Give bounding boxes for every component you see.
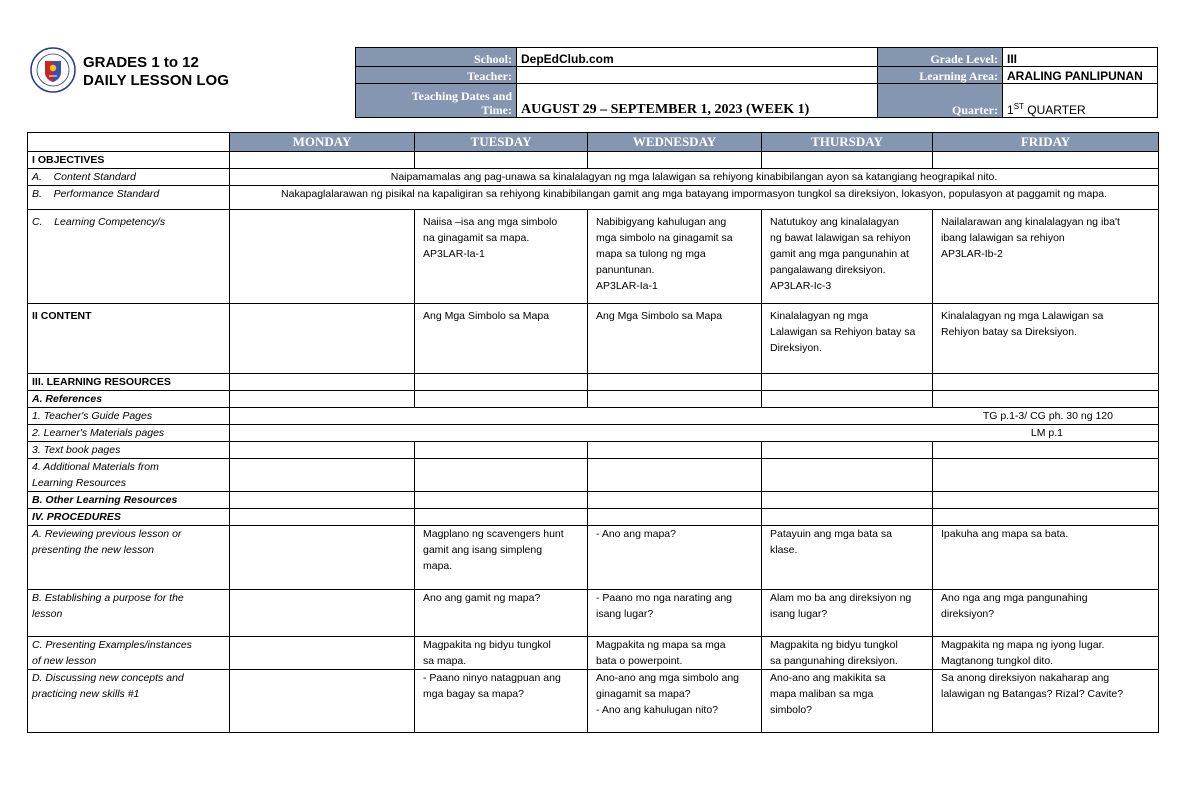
text-line: ibang lalawigan sa rehiyon [941, 232, 1065, 244]
teaching-dates-label-line-2: Time: [481, 103, 512, 117]
other-resources-label: B. Other Learning Resources [28, 492, 230, 509]
text-line: - Ano ang mapa? [596, 528, 676, 540]
content-standard-text: Naipamamalas ang pag-unawa sa kinalalagyan ng mga lalawigan sa rehiyong kinabibilangan ayon sa katangiang heograpikal nito. [230, 169, 1159, 186]
procedure-c-row [28, 637, 1159, 670]
text-line: Nabibigyang kahulugan ang [596, 216, 727, 228]
text-line: Direksiyon. [770, 342, 822, 354]
procedure-c-tuesday [415, 637, 588, 670]
procedure-a-label [28, 526, 230, 590]
text-line: Ano-ano ang mga simbolo ang [596, 672, 740, 684]
cell [230, 492, 415, 509]
day-wednesday: WEDNESDAY [588, 133, 762, 152]
textbook-row [28, 442, 1159, 459]
procedure-a-friday [933, 526, 1159, 590]
text-line: mapa sa tulong ng mga [596, 248, 706, 260]
text-line: Natutukoy ang kinalalagyan [770, 216, 900, 228]
procedures-row [28, 509, 1159, 526]
content-wednesday [588, 304, 762, 374]
text-line: AP3LAR-Ib-2 [941, 248, 1003, 260]
competency-wednesday [588, 210, 762, 304]
procedure-b-friday [933, 590, 1159, 637]
text-line: direksiyon? [941, 608, 995, 620]
teaching-dates-value: AUGUST 29 – SEPTEMBER 1, 2023 (WEEK 1) [517, 84, 878, 118]
content-friday [933, 304, 1159, 374]
cell [933, 459, 1159, 492]
text-line: Alam mo ba ang direksiyon ng [770, 592, 912, 604]
content-label: II CONTENT [28, 304, 230, 374]
objectives-row [28, 152, 1159, 169]
procedure-c-label [28, 637, 230, 670]
content-monday [230, 304, 415, 374]
cell [933, 391, 1159, 408]
text-line: Naiisa –isa ang mga simbolo [423, 216, 558, 228]
day-header-row [28, 133, 1159, 152]
cell [762, 152, 933, 169]
text-line: practicing new skills #1 [32, 688, 140, 700]
cell [230, 459, 415, 492]
text-line: mga simbolo na ginagamit sa [596, 232, 733, 244]
day-monday: MONDAY [230, 133, 415, 152]
school-value: DepEdClub.com [517, 48, 878, 67]
procedure-b-row [28, 590, 1159, 637]
text-line: Ang Mga Simbolo sa Mapa [596, 310, 723, 322]
cell [933, 152, 1159, 169]
text-line: Magpakita ng mapa sa mga [596, 639, 726, 651]
procedure-b-tuesday [415, 590, 588, 637]
learners-materials-label: 2. Learner's Materials pages [28, 425, 230, 442]
text-line: AP3LAR-Ia-1 [596, 280, 658, 292]
text-line: 4. Additional Materials from [32, 461, 159, 473]
deped-seal-logo [30, 47, 76, 93]
teacher-label: Teacher: [356, 67, 517, 84]
learning-area-value: ARALING PANLIPUNAN [1003, 67, 1158, 84]
procedure-b-wednesday [588, 590, 762, 637]
text-line: isang lugar? [770, 608, 828, 620]
cell [588, 374, 762, 391]
cell [762, 509, 933, 526]
cell [762, 459, 933, 492]
text-line: B. Establishing a purpose for the [32, 592, 184, 604]
text-line: C. Presenting Examples/instances [32, 639, 192, 651]
day-tuesday: TUESDAY [415, 133, 588, 152]
text-line: Learning Resources [32, 477, 126, 489]
objectives-label: I OBJECTIVES [28, 152, 230, 169]
competency-monday [230, 210, 415, 304]
learning-competency-label: C. Learning Competency/s [28, 210, 230, 304]
text-line: Magpakita ng mapa ng iyong lugar. [941, 639, 1105, 651]
school-label: School: [356, 48, 517, 67]
text-line: bata o powerpoint. [596, 655, 683, 667]
procedure-a-monday [230, 526, 415, 590]
competency-friday [933, 210, 1159, 304]
text-line: ginagamit sa mapa? [596, 688, 691, 700]
grade-level-label: Grade Level: [878, 48, 1003, 67]
cell [588, 509, 762, 526]
performance-standard-row [28, 186, 1159, 210]
text-line: Rehiyon batay sa Direksiyon. [941, 326, 1077, 338]
teaching-dates-label [356, 84, 517, 118]
cell [415, 374, 588, 391]
cell [415, 442, 588, 459]
text-line: Kinalalagyan ng mga Lalawigan sa [941, 310, 1104, 322]
lesson-log-table [27, 132, 1159, 733]
learning-resources-label: III. LEARNING RESOURCES [28, 374, 230, 391]
procedures-label: IV. PROCEDURES [28, 509, 230, 526]
text-line: lesson [32, 608, 63, 620]
additional-materials-label [28, 459, 230, 492]
text-line: Ano ang gamit ng mapa? [423, 592, 541, 604]
text-line: sa pangunahing direksiyon. [770, 655, 898, 667]
text-line: D. Discussing new concepts and [32, 672, 184, 684]
references-row [28, 391, 1159, 408]
text-line: mapa maliban sa mga [770, 688, 874, 700]
learners-materials-row [28, 425, 1159, 442]
cell [762, 492, 933, 509]
text-line: lalawigan ng Batangas? Rizal? Cavite? [941, 688, 1124, 700]
text-line: ng bawat lalawigan sa rehiyon [770, 232, 911, 244]
cell [933, 492, 1159, 509]
cell [933, 509, 1159, 526]
text-line: isang lugar? [596, 608, 654, 620]
quarter-value [1003, 84, 1158, 118]
text-line: mapa. [423, 560, 453, 572]
text-line: klase. [770, 544, 798, 556]
procedure-d-monday [230, 670, 415, 733]
grade-level-value: III [1003, 48, 1158, 67]
cell [762, 391, 933, 408]
text-line: Ano nga ang mga pangunahing [941, 592, 1088, 604]
cell [415, 492, 588, 509]
text-line: Ano-ano ang makikita sa [770, 672, 886, 684]
text-line: na ginagamit sa mapa. [423, 232, 530, 244]
header-info-table [355, 47, 1158, 118]
cell [230, 442, 415, 459]
text-line: gamit ang mga pangunahin at [770, 248, 909, 260]
cell [230, 152, 415, 169]
quarter-superscript: ST [1013, 102, 1024, 111]
procedure-b-monday [230, 590, 415, 637]
procedure-b-thursday [762, 590, 933, 637]
text-line: mga bagay sa mapa? [423, 688, 524, 700]
text-line: sa mapa. [423, 655, 467, 667]
text-line: Magpakita ng bidyu tungkol [770, 639, 898, 651]
teachers-guide-row [28, 408, 1159, 425]
text-line: gamit ang isang simpleng [423, 544, 543, 556]
content-standard-row [28, 169, 1159, 186]
cell [415, 391, 588, 408]
text-line: Ipakuha ang mapa sa bata. [941, 528, 1069, 540]
cell [230, 509, 415, 526]
quarter-label: Quarter: [878, 84, 1003, 118]
text-line: - Ano ang kahulugan nito? [596, 704, 719, 716]
text-line: Sa anong direksiyon nakaharap ang [941, 672, 1110, 684]
additional-materials-row [28, 459, 1159, 492]
cell [588, 391, 762, 408]
cell [588, 492, 762, 509]
text-line: simbolo? [770, 704, 813, 716]
procedure-d-friday [933, 670, 1159, 733]
procedure-c-wednesday [588, 637, 762, 670]
quarter-number: 1 [1007, 103, 1014, 117]
content-standard-label: A. Content Standard [28, 169, 230, 186]
procedure-d-row [28, 670, 1159, 733]
brand-title [83, 54, 229, 90]
cell [415, 509, 588, 526]
quarter-word: QUARTER [1023, 103, 1086, 117]
cell [762, 442, 933, 459]
day-friday: FRIDAY [933, 133, 1159, 152]
cell [415, 152, 588, 169]
content-row [28, 304, 1159, 374]
cell [415, 459, 588, 492]
procedure-b-label [28, 590, 230, 637]
text-line: panuntunan. [596, 264, 655, 276]
procedure-c-thursday [762, 637, 933, 670]
textbook-label: 3. Text book pages [28, 442, 230, 459]
corner-cell [28, 133, 230, 152]
day-thursday: THURSDAY [762, 133, 933, 152]
cell [230, 374, 415, 391]
text-line: presenting the new lesson [32, 544, 154, 556]
text-line: Nailalarawan ang kinalalagyan ng iba't [941, 216, 1120, 228]
learning-competency-row [28, 210, 1159, 304]
text-line: Ang Mga Simbolo sa Mapa [423, 310, 550, 322]
cell [933, 374, 1159, 391]
performance-standard-label: B. Performance Standard [28, 186, 230, 210]
teacher-value [517, 67, 878, 84]
text-line: Magpakita ng bidyu tungkol [423, 639, 551, 651]
text-line: Kinalalagyan ng mga [770, 310, 869, 322]
procedure-a-tuesday [415, 526, 588, 590]
text-line: - Paano mo nga narating ang [596, 592, 733, 604]
other-resources-row [28, 492, 1159, 509]
teaching-dates-label-line-1: Teaching Dates and [411, 89, 512, 103]
text-line: pangalawang direksiyon. [770, 264, 886, 276]
learners-materials-value: LM p.1 [230, 425, 1159, 442]
cell [588, 152, 762, 169]
text-line: Magplano ng scavengers hunt [423, 528, 564, 540]
resources-row [28, 374, 1159, 391]
learning-area-label: Learning Area: [878, 67, 1003, 84]
text-line: AP3LAR-Ia-1 [423, 248, 485, 260]
cell [588, 459, 762, 492]
text-line: Patayuin ang mga bata sa [770, 528, 893, 540]
performance-standard-text: Nakapaglalarawan ng pisikal na kapaligiran sa rehiyong kinabibilangan gamit ang mga batayang impormasyon tungkol sa direksiyon, lokasyon, populasyon at paggamit ng mapa. [230, 186, 1159, 210]
procedure-d-wednesday [588, 670, 762, 733]
brand-line-1: GRADES 1 to 12 [83, 54, 199, 71]
teachers-guide-label: 1. Teacher's Guide Pages [28, 408, 230, 425]
text-line: AP3LAR-Ic-3 [770, 280, 832, 292]
text-line: of new lesson [32, 655, 97, 667]
procedure-d-label [28, 670, 230, 733]
text-line: Magtanong tungkol dito. [941, 655, 1054, 667]
content-tuesday [415, 304, 588, 374]
procedure-a-wednesday [588, 526, 762, 590]
content-thursday [762, 304, 933, 374]
cell [230, 391, 415, 408]
text-line: Lalawigan sa Rehiyon batay sa [770, 326, 916, 338]
procedure-a-row [28, 526, 1159, 590]
text-line: - Paano ninyo natagpuan ang [423, 672, 561, 684]
brand-line-2: DAILY LESSON LOG [83, 72, 229, 89]
cell [762, 374, 933, 391]
text-line: A. Reviewing previous lesson or [32, 528, 182, 540]
cell [933, 442, 1159, 459]
procedure-d-tuesday [415, 670, 588, 733]
procedure-c-monday [230, 637, 415, 670]
competency-thursday [762, 210, 933, 304]
cell [588, 442, 762, 459]
procedure-d-thursday [762, 670, 933, 733]
teachers-guide-value: TG p.1-3/ CG ph. 30 ng 120 [230, 408, 1159, 425]
procedure-a-thursday [762, 526, 933, 590]
references-label: A. References [28, 391, 230, 408]
competency-tuesday [415, 210, 588, 304]
procedure-c-friday [933, 637, 1159, 670]
